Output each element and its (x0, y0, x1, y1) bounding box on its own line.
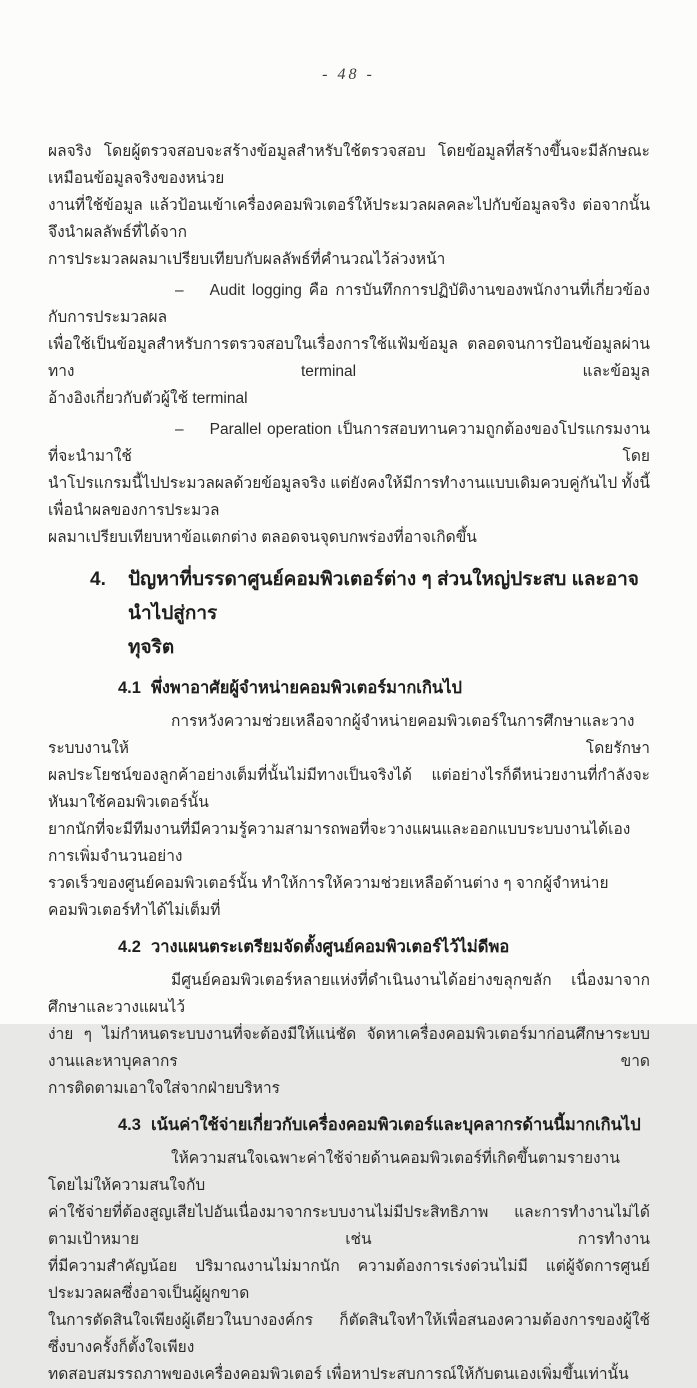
subsection-4-3-heading (118, 1112, 650, 1138)
subsection-title: วางแผนตระเตรียมจัดตั้งศูนย์คอมพิวเตอร์ไว้ไม่ดีพอ (151, 938, 510, 956)
subsection-number: 4.3 (118, 1116, 141, 1134)
text-line: ปัญหาที่บรรดาศูนย์คอมพิวเตอร์ต่าง ๆ ส่วนใหญ่ประสบ และอาจนำไปสู่การ (128, 569, 639, 624)
text-line: การหวังความช่วยเหลือจากผู้จำหน่ายคอมพิวเตอร์ในการศึกษาและวางระบบงานให้ โดยรักษา (48, 713, 650, 757)
paragraph-continuation (48, 138, 650, 273)
text-span: Audit logging คือ การบันทึกการปฏิบัติงานของพนักงานที่เกี่ยวข้องกับการประมวลผล (48, 282, 650, 326)
paragraph-4-2 (48, 967, 650, 1102)
paragraph-4-3 (48, 1145, 650, 1388)
text-line (48, 277, 650, 331)
section-4-heading (90, 563, 650, 665)
text-line (48, 416, 650, 470)
text-line: ผลมาเปรียบเทียบหาข้อแตกต่าง ตลอดจนจุดบกพร่องที่อาจเกิดขึ้น (48, 529, 477, 546)
text-span: Parallel operation เป็นการสอบทานความถูกต้องของโปรแกรมงานที่จะนำมาใช้ โดย (48, 421, 650, 465)
text-line: ยากนักที่จะมีทีมงานที่มีความรู้ความสามารถพอที่จะวางแผนและออกแบบระบบงานได้เอง การเพิ่มจำนวนอย่าง (48, 821, 631, 865)
dash-marker: – (175, 282, 184, 299)
subsection-4-2-heading (118, 934, 650, 960)
paragraph-audit-logging (48, 277, 650, 412)
text-line: งานที่ใช้ข้อมูล แล้วป้อนเข้าเครื่องคอมพิวเตอร์ให้ประมวลผลคละไปกับข้อมูลจริง ต่อจากนั้นจึงนำผลลัพธ์ที่ได้จาก (48, 197, 650, 241)
text-line: การประมวลผลมาเปรียบเทียบกับผลลัพธ์ที่คำนวณไว้ล่วงหน้า (48, 251, 446, 268)
subsection-title: พึ่งพาอาศัยผู้จำหน่ายคอมพิวเตอร์มากเกินไป (151, 679, 462, 697)
subsection-4-1-heading (118, 675, 650, 701)
document-content (0, 138, 697, 1388)
section-number: 4. (90, 569, 106, 590)
text-line: ค่าใช้จ่ายที่ต้องสูญเสียไปอันเนื่องมาจากระบบงานไม่มีประสิทธิภาพ และการทำงานไม่ได้ตามเป้าหมาย เช่น การทำงาน (48, 1204, 650, 1248)
subsection-title: เน้นค่าใช้จ่ายเกี่ยวกับเครื่องคอมพิวเตอร์และบุคลากรด้านนี้มากเกินไป (151, 1116, 641, 1134)
text-line: การติดตามเอาใจใส่จากฝ่ายบริหาร (48, 1080, 280, 1097)
text-line: เพื่อใช้เป็นข้อมูลสำหรับการตรวจสอบในเรื่องการใช้แฟ้มข้อมูล ตลอดจนการป้อนข้อมูลผ่านทาง terminal และข้อมูล (48, 336, 650, 380)
text-line: ง่าย ๆ ไม่กำหนดระบบงานที่จะต้องมีให้แน่ชัด จัดหาเครื่องคอมพิวเตอร์มาก่อนศึกษาระบบงานและหาบุคลากร ขาด (48, 1026, 650, 1070)
text-line: ที่มีความสำคัญน้อย ปริมาณงานไม่มากนัก ความต้องการเร่งด่วนไม่มี แต่ผู้จัดการศูนย์ประมวลผลซึ่งอาจเป็นผู้ผูกขาด (48, 1258, 650, 1302)
text-line: ทุจริต (128, 637, 175, 658)
subsection-number: 4.2 (118, 938, 141, 956)
paragraph-4-1 (48, 708, 650, 924)
text-line: มีศูนย์คอมพิวเตอร์หลายแห่งที่ดำเนินงานได้อย่างขลุกขลัก เนื่องมาจากศึกษาและวางแผนไว้ (48, 972, 650, 1016)
text-line: ให้ความสนใจเฉพาะค่าใช้จ่ายด้านคอมพิวเตอร์ที่เกิดขึ้นตามรายงาน โดยไม่ให้ความสนใจกับ (48, 1150, 620, 1194)
text-line: นำโปรแกรมนี้ไปประมวลผลด้วยข้อมูลจริง แต่ยังคงให้มีการทำงานแบบเดิมควบคู่กันไป ทั้งนี้เพื่อนำผลของการประมวล (48, 475, 650, 519)
text-line: ทดสอบสมรรถภาพของเครื่องคอมพิวเตอร์ เพื่อหาประสบการณ์ให้กับตนเองเพิ่มขึ้นเท่านั้น (48, 1366, 629, 1383)
text-line: ผลประโยชน์ของลูกค้าอย่างเต็มที่นั้นไม่มีทางเป็นจริงได้ แต่อย่างไรก็ดีหน่วยงานที่กำลังจะหันมาใช้คอมพิวเตอร์นั้น (48, 767, 650, 811)
text-line: ผลจริง โดยผู้ตรวจสอบจะสร้างข้อมูลสำหรับใช้ตรวจสอบ โดยข้อมูลที่สร้างขึ้นจะมีลักษณะเหมือนข้อมูลจริงของหน่วย (48, 143, 650, 187)
text-line: อ้างอิงเกี่ยวกับตัวผู้ใช้ terminal (48, 390, 248, 407)
paragraph-parallel-operation (48, 416, 650, 551)
text-line: รวดเร็วของศูนย์คอมพิวเตอร์นั้น ทำให้การให้ความช่วยเหลือด้านต่าง ๆ จากผู้จำหน่ายคอมพิวเตอร์ทำได้ไม่เต็มที่ (48, 875, 609, 919)
page-number: - 48 - (322, 66, 375, 83)
dash-marker: – (175, 421, 184, 438)
section-title (128, 563, 650, 665)
text-line: ในการตัดสินใจเพียงผู้เดียวในบางองค์กร ก็ตัดสินใจทำให้เพื่อสนองความต้องการของผู้ใช้ ซึ่งบางครั้งก็ตั้งใจเพียง (48, 1312, 650, 1356)
subsection-number: 4.1 (118, 679, 141, 697)
